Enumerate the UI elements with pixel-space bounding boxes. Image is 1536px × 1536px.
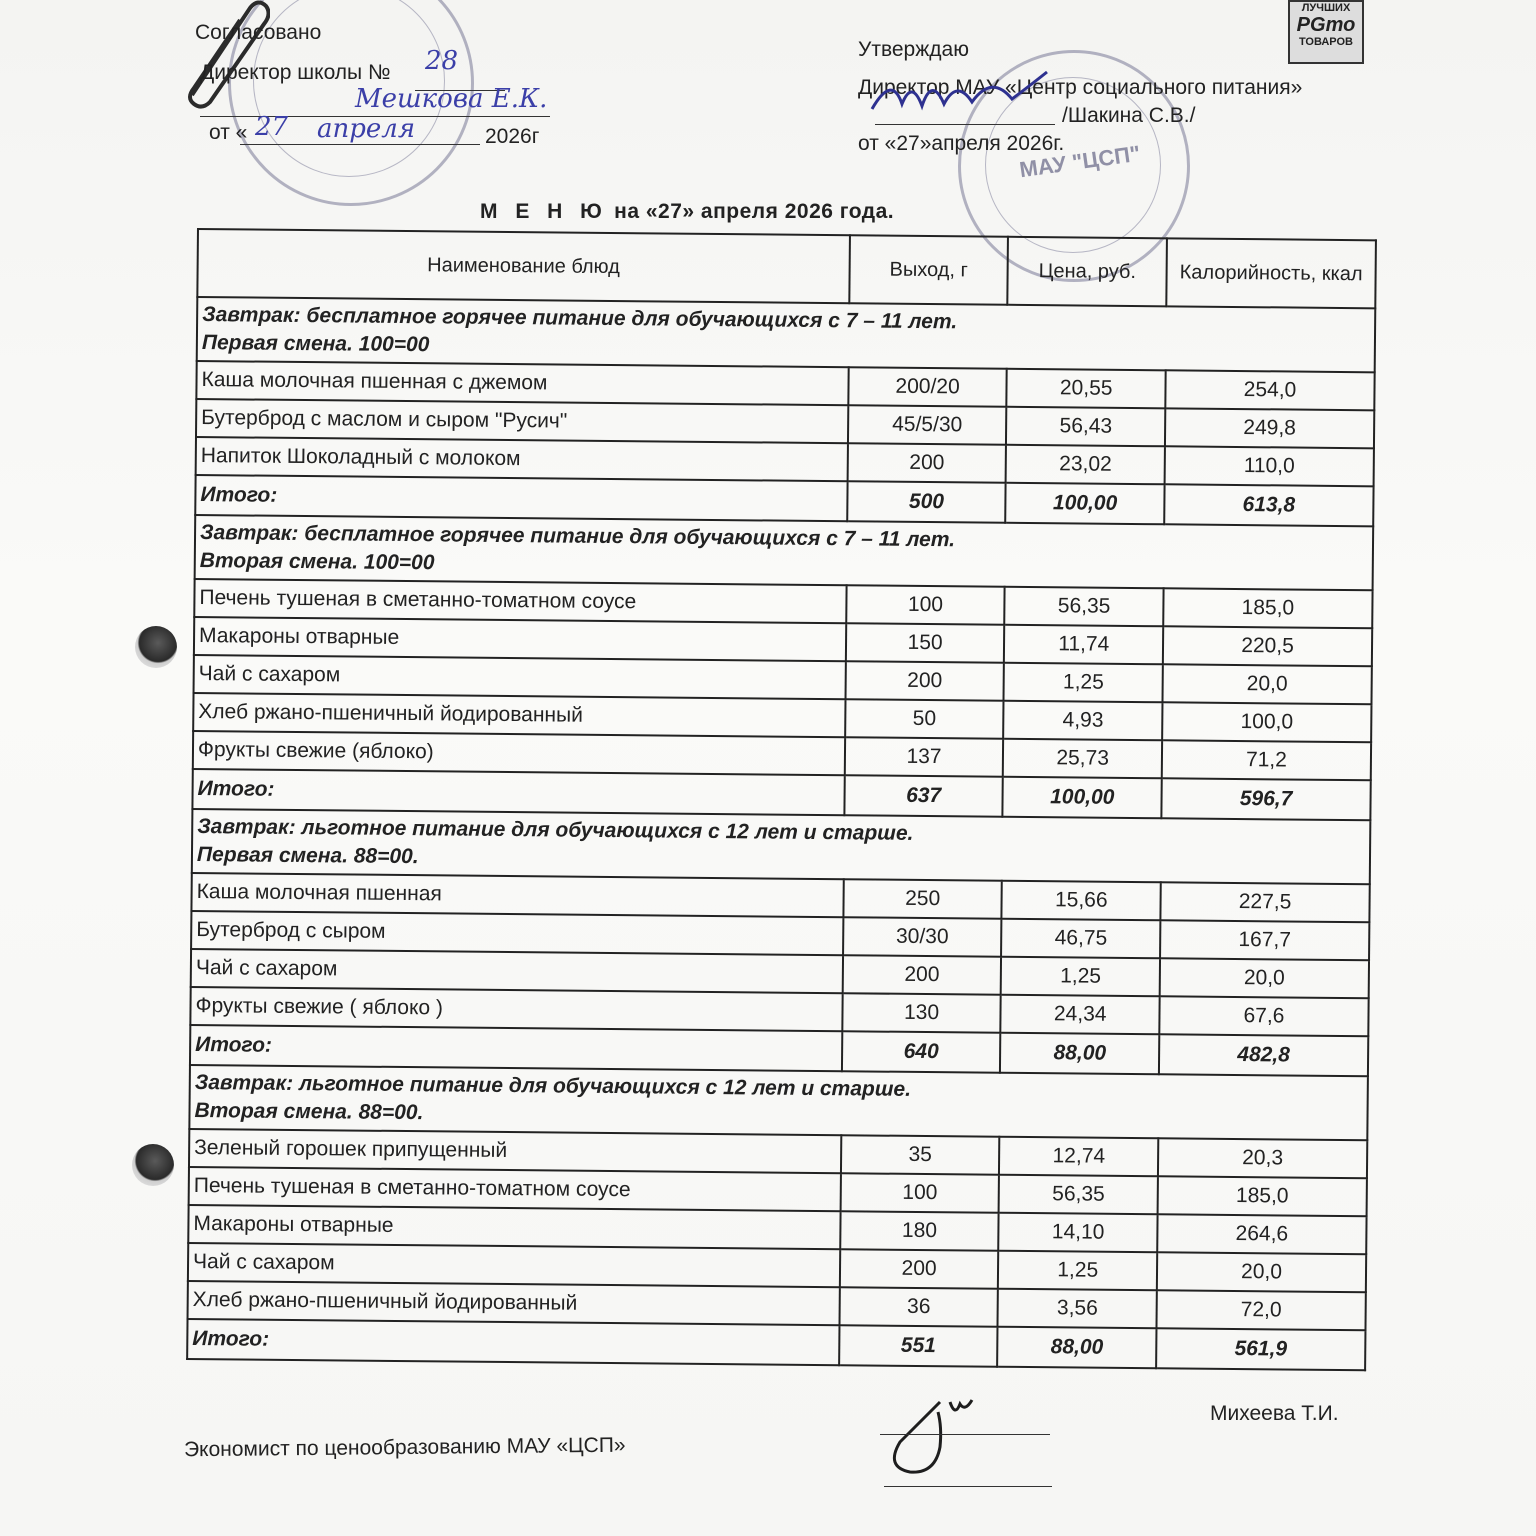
school-number-handwritten: 28	[425, 46, 459, 76]
price-cell: 1,25	[1004, 663, 1163, 703]
approval-signature	[862, 64, 1062, 124]
total-yield-cell: 637	[844, 775, 1003, 817]
yield-cell: 36	[839, 1287, 998, 1327]
dish-name-cell: Каша молочная пшенная с джемом	[196, 361, 848, 405]
total-label: Итого:	[192, 769, 844, 815]
price-cell: 56,35	[999, 1175, 1158, 1215]
section-header-row	[192, 809, 1371, 884]
logo-bottom-text: ТОВАРОВ	[1298, 36, 1354, 49]
price-cell: 15,66	[1002, 881, 1161, 921]
footer-position: Экономист по ценообразованию МАУ «ЦСП»	[183, 1433, 626, 1462]
price-cell: 56,43	[1006, 407, 1165, 447]
section-title-line2: Вторая смена. 88=00.	[194, 1099, 424, 1125]
price-cell: 46,75	[1001, 919, 1160, 959]
section-title-line2: Вторая смена. 100=00	[199, 549, 435, 575]
total-label: Итого:	[187, 1319, 839, 1365]
yield-cell: 200/20	[848, 367, 1007, 407]
price-cell: 11,74	[1004, 625, 1163, 665]
price-cell: 3,56	[998, 1289, 1157, 1329]
punch-hole	[135, 626, 177, 668]
dish-name-cell: Каша молочная пшенная	[191, 873, 843, 917]
section-title	[189, 1065, 1368, 1140]
section-header-row	[195, 515, 1374, 590]
menu-title-word: М Е Н Ю	[480, 200, 608, 223]
calories-cell: 227,5	[1160, 882, 1369, 922]
price-cell: 12,74	[999, 1137, 1158, 1177]
yield-cell: 150	[846, 623, 1005, 663]
menu-title-date: на «27» апреля 2026 года.	[614, 200, 895, 223]
price-cell: 20,55	[1007, 369, 1166, 409]
price-cell: 23,02	[1006, 445, 1165, 485]
yield-cell: 45/5/30	[848, 405, 1007, 445]
approval-left-label: Согласовано	[195, 21, 322, 44]
column-header-name: Наименование блюд	[197, 229, 849, 303]
punch-hole	[132, 1144, 174, 1186]
section-title-line2: Первая смена. 100=00	[201, 331, 430, 357]
menu-title	[480, 200, 894, 224]
calories-cell: 185,0	[1163, 588, 1372, 628]
section-title	[195, 515, 1374, 590]
calories-cell: 185,0	[1158, 1176, 1367, 1216]
price-cell: 25,73	[1003, 739, 1162, 779]
logo-mid-text: РGто	[1296, 14, 1356, 37]
section-header-row	[197, 297, 1376, 372]
economist-signature	[880, 1392, 990, 1482]
calories-cell: 249,8	[1165, 408, 1374, 448]
footer-name: Михеева Т.И.	[1210, 1402, 1339, 1425]
approval-left-director: Директор школы №	[200, 61, 391, 84]
dish-name-cell: Чай с сахаром	[194, 655, 846, 699]
dish-name-cell: Фрукты свежие ( яблоко )	[190, 987, 842, 1031]
calories-cell: 254,0	[1165, 370, 1374, 410]
yield-cell: 130	[842, 993, 1001, 1033]
calories-cell: 20,0	[1157, 1252, 1366, 1292]
dish-name-cell: Напиток Шоколадный с молоком	[196, 437, 848, 481]
dish-name-cell: Хлеб ржано-пшеничный йодированный	[193, 693, 845, 737]
price-cell: 14,10	[999, 1213, 1158, 1253]
price-cell: 24,34	[1001, 995, 1160, 1035]
section-title-line2: Первая смена. 88=00.	[196, 843, 419, 869]
section-title-line1: Завтрак: льготное питание для обучающихся с 12 лет и старше.	[197, 814, 914, 845]
approval-right-director: Директор МАУ «Центр социального питания»	[858, 76, 1303, 99]
dish-name-cell: Чай с сахаром	[188, 1243, 840, 1287]
yield-cell: 50	[845, 699, 1004, 739]
menu-table-body	[187, 297, 1375, 1370]
calories-cell: 110,0	[1165, 446, 1374, 486]
total-price-cell: 88,00	[998, 1327, 1157, 1369]
logo-top-text: ЛУЧШИХ	[1301, 2, 1351, 14]
yield-cell: 180	[840, 1211, 999, 1251]
dish-name-cell: Печень тушеная в сметанно-томатном соусе	[189, 1167, 841, 1211]
dish-name-cell: Хлеб ржано-пшеничный йодированный	[188, 1281, 840, 1325]
section-title	[197, 297, 1376, 372]
total-calories-cell: 596,7	[1161, 778, 1370, 820]
calories-cell: 220,5	[1163, 626, 1372, 666]
yield-cell: 200	[845, 661, 1004, 701]
yield-cell: 100	[840, 1173, 999, 1213]
yield-cell: 200	[840, 1249, 999, 1289]
calories-cell: 20,3	[1158, 1138, 1367, 1178]
calories-cell: 67,6	[1159, 996, 1368, 1036]
total-price-cell: 100,00	[1003, 777, 1162, 819]
dish-name-cell: Печень тушеная в сметанно-томатном соусе	[194, 579, 846, 623]
approval-right-date: от «27»апреля 2026г.	[858, 132, 1065, 155]
total-yield-cell: 500	[847, 481, 1006, 523]
section-title-line1: Завтрак: бесплатное горячее питание для обучающихся с 7 – 11 лет.	[199, 520, 956, 551]
price-cell: 56,35	[1005, 587, 1164, 627]
dish-name-cell: Чай с сахаром	[191, 949, 843, 993]
dish-name-cell: Бутерброд с сыром	[191, 911, 843, 955]
calories-cell: 100,0	[1162, 702, 1371, 742]
total-calories-cell: 482,8	[1159, 1034, 1368, 1076]
calories-cell: 72,0	[1156, 1290, 1365, 1330]
column-header-yield: Выход, г	[849, 235, 1008, 305]
total-calories-cell: 561,9	[1156, 1328, 1365, 1370]
menu-table	[186, 228, 1377, 1371]
yield-cell: 250	[843, 879, 1002, 919]
calories-cell: 167,7	[1160, 920, 1369, 960]
approval-right-label: Утверждаю	[858, 38, 969, 61]
dish-name-cell: Зеленый горошек припущенный	[189, 1129, 841, 1173]
yield-cell: 100	[846, 585, 1005, 625]
calories-cell: 20,0	[1163, 664, 1372, 704]
price-cell: 1,25	[998, 1251, 1157, 1291]
section-header-row	[189, 1065, 1368, 1140]
yield-cell: 35	[841, 1135, 1000, 1175]
paper-clip-icon	[180, 0, 270, 110]
dish-name-cell: Макароны отварные	[194, 617, 846, 661]
section-title-line1: Завтрак: льготное питание для обучающихся с 12 лет и старше.	[194, 1070, 912, 1101]
quality-logo	[1288, 0, 1364, 64]
approval-right-name: /Шакина С.В./	[1062, 104, 1196, 127]
price-cell: 1,25	[1001, 957, 1160, 997]
date-month-handwritten: апреля	[317, 114, 416, 144]
stamp-center-text: МАУ "ЦСП"	[1017, 140, 1142, 183]
calories-cell: 264,6	[1157, 1214, 1366, 1254]
column-header-calories: Калорийность, ккал	[1166, 238, 1376, 308]
total-calories-cell: 613,8	[1164, 484, 1373, 526]
yield-cell: 200	[847, 443, 1006, 483]
dish-name-cell: Бутерброд с маслом и сыром "Русич"	[196, 399, 848, 443]
director-name-handwritten: Мешкова Е.К.	[355, 84, 548, 114]
column-header-price: Цена, руб.	[1008, 237, 1167, 307]
total-price-cell: 88,00	[1000, 1033, 1159, 1075]
section-title-line1: Завтрак: бесплатное горячее питание для обучающихся с 7 – 11 лет.	[202, 302, 958, 333]
calories-cell: 71,2	[1162, 740, 1371, 780]
total-label: Итого:	[195, 475, 847, 521]
dish-name-cell: Макароны отварные	[188, 1205, 840, 1249]
total-price-cell: 100,00	[1006, 483, 1165, 525]
section-title	[192, 809, 1371, 884]
yield-cell: 30/30	[843, 917, 1002, 957]
total-yield-cell: 640	[842, 1031, 1001, 1073]
date-day-handwritten: 27	[255, 112, 289, 142]
yield-cell: 200	[842, 955, 1001, 995]
calories-cell: 20,0	[1160, 958, 1369, 998]
total-yield-cell: 551	[839, 1325, 998, 1367]
yield-cell: 137	[845, 737, 1004, 777]
total-label: Итого:	[190, 1025, 842, 1071]
price-cell: 4,93	[1004, 701, 1163, 741]
dish-name-cell: Фрукты свежие (яблоко)	[193, 731, 845, 775]
table-header-row	[197, 229, 1376, 308]
approval-left-year: 2026г	[485, 125, 540, 148]
approval-left-date-prefix: от «	[209, 121, 248, 144]
